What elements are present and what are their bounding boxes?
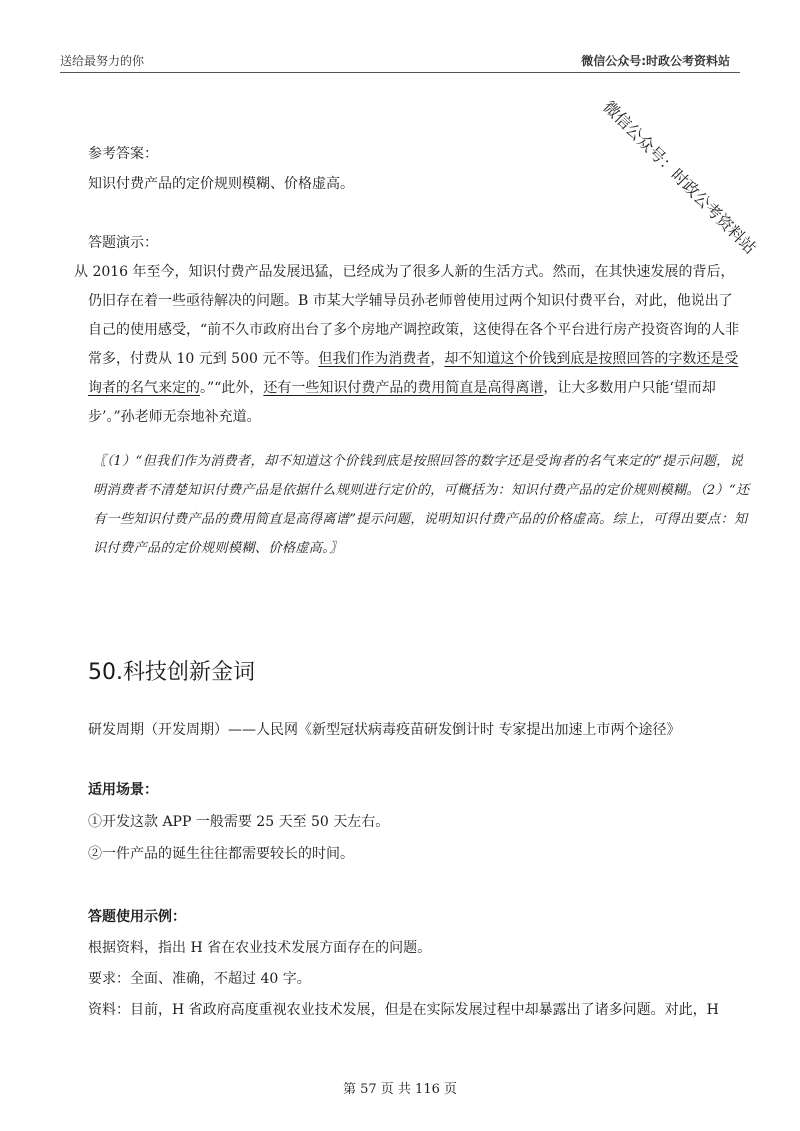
demo-text-4: ，让大多数用户只能‘望而却步’。”孙老师无奈地补充道。 [88,380,716,425]
header-right-text: 微信公众号:时政公考资料站 [581,54,730,68]
demo-text-3: 。”“此外， [200,380,264,396]
demo-text-1: 从 2016 年至今，知识付费产品发展迅猛，已经成为了很多人新的生活方式。然而，在其快速发展的背后，仍旧存在着一些亟待解决的问题。B 市某大学辅导员孙老师曾使用过两个知识付费平台，对此，他说出了自己的使用感受，“前不久市政府出台了多个房地产调控政策，这使得在各个平台进行房产投资咨询的人非常多，付费从 10 元到 500 元不等。 [74,264,740,367]
example-label: 答题使用示例： [88,909,186,925]
demo-text-2: ， [430,351,445,367]
reference-answer-label: 参考答案： [88,146,158,162]
example-line-2: 要求：全面、准确，不超过 40 字。 [88,971,311,987]
demo-label: 答题演示： [88,235,158,251]
underline-price-high: 还有一些知识付费产品的费用简直是高得离谱 [263,380,544,396]
header-left-text: 送给最努力的你 [60,54,145,68]
term-line: 研发周期（开发周期）——人民网《新型冠状病毒疫苗研发倒计时 专家提出加速上市两个途径》 [88,722,681,738]
page-number: 第 57 页 共 116 页 [342,1082,458,1097]
scene-item-1: ①开发这款 APP 一般需要 25 天至 50 天左右。 [88,814,390,830]
section-title: 50.科技创新金词 [88,660,255,685]
header-divider [60,72,740,73]
scene-item-2: ②一件产品的诞生往往都需要较长的时间。 [88,846,354,862]
scenes-label: 适用场景： [88,782,158,798]
reference-answer-text: 知识付费产品的定价规则模糊、价格虚高。 [88,176,354,192]
demo-paragraph [74,258,743,432]
underline-pricing: 却不知道这个价钱到底是按照回答的字数还是受询者的名气来定的 [88,351,739,396]
example-line-3: 资料：目前，H 省政府高度重视农业技术发展，但是在实际发展过程中却暴露出了诸多问题。对此，H [88,1002,719,1018]
explanation-paragraph: 〖（1）“但我们作为消费者，却不知道这个价钱到底是按照回答的数字还是受询者的名气来定的”提示问题，说明消费者不清楚知识付费产品是依据什么规则进行定价的，可概括为：知识付费产品的定价规则模糊。（2）“还有一些知识付费产品的费用简直是高得离谱”提示问题，说明知识付费产品的价格虚高。综上，可得出要点：知识付费产品的定价规则模糊、价格虚高。〗 [93,454,750,556]
example-line-1: 根据资料，指出 H 省在农业技术发展方面存在的问题。 [88,940,432,956]
underline-consumer: 但我们作为消费者 [318,351,431,367]
watermark: 微信公众号：时政公考资料站 [599,97,760,258]
